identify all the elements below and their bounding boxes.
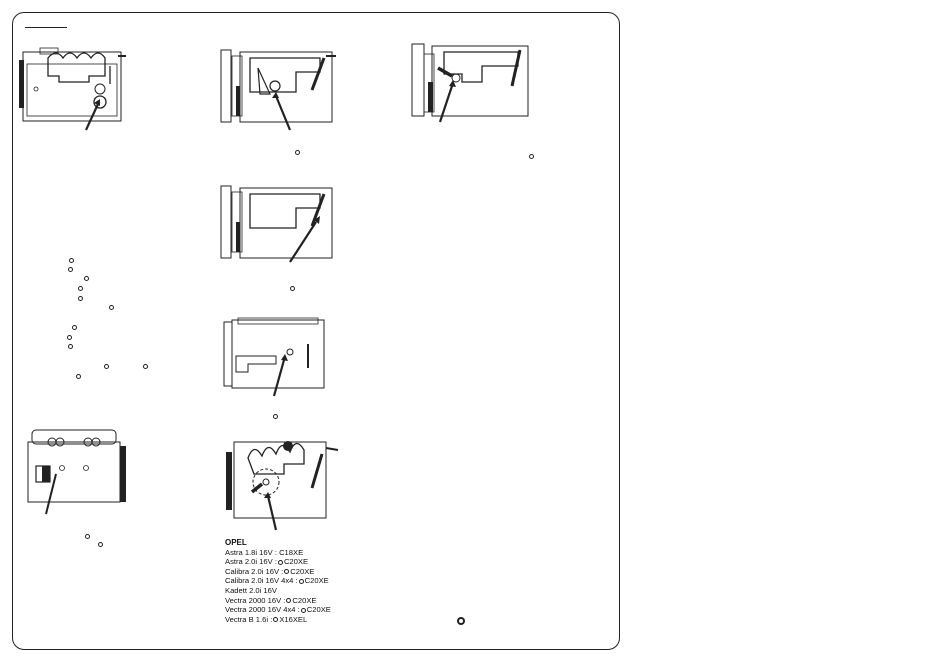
model-row [225, 596, 331, 606]
model-list [225, 548, 331, 625]
model-separator: : [297, 605, 300, 615]
model-separator: : [283, 595, 286, 605]
reference-marker [67, 335, 72, 340]
engine-code: C18XE [279, 547, 304, 557]
model-name: Vectra 2000 16V [225, 595, 282, 605]
model-row [225, 576, 331, 586]
reference-marker [72, 325, 77, 330]
engine-side-bracket-figure [218, 46, 348, 136]
brand-heading: OPEL [225, 538, 247, 547]
engine-code: C20XE [290, 566, 315, 576]
ring-marker-icon [284, 569, 289, 574]
model-row [225, 557, 331, 567]
reference-marker [69, 258, 74, 263]
ring-marker-icon [273, 617, 278, 622]
model-name: Kadett 2.0i 16V [225, 585, 277, 595]
model-name: Calibra 2.0i 16V [225, 566, 280, 576]
reference-marker [68, 344, 73, 349]
engine-code: C20XE [306, 605, 331, 615]
heading-underline [25, 27, 67, 28]
model-separator: : [274, 557, 277, 567]
reference-marker [143, 364, 148, 369]
reference-marker [109, 305, 114, 310]
model-separator: : [274, 547, 277, 557]
engine-code: X16XEL [279, 614, 308, 624]
bold-ring-marker-icon [457, 617, 465, 625]
model-row [225, 605, 331, 615]
model-name: Astra 2.0i 16V [225, 557, 273, 567]
engine-top-plugs-figure [24, 428, 134, 518]
reference-marker [76, 374, 81, 379]
reference-marker [68, 267, 73, 272]
ring-marker-icon [301, 608, 306, 613]
ring-marker-icon [286, 598, 291, 603]
model-separator: : [270, 614, 273, 624]
engine-code: C20XE [292, 595, 317, 605]
engine-code: C20XE [304, 576, 329, 586]
reference-marker [78, 296, 83, 301]
ring-marker-icon [278, 560, 283, 565]
reference-marker [98, 542, 103, 547]
model-name: Vectra B 1.6i [225, 614, 269, 624]
reference-marker [529, 154, 534, 159]
reference-marker [104, 364, 109, 369]
reference-marker [78, 286, 83, 291]
engine-code: C20XE [283, 557, 309, 567]
model-name: Vectra 2000 16V 4x4 [225, 605, 296, 615]
reference-marker [295, 150, 300, 155]
model-name: Astra 1.8i 16V [225, 547, 273, 557]
model-row [225, 548, 331, 558]
model-row [225, 567, 331, 577]
model-separator: : [295, 576, 298, 586]
reference-marker [273, 414, 278, 419]
engine-side-bracket-figure-lower [218, 182, 348, 268]
model-separator: : [281, 566, 284, 576]
engine-front-manifold-figure [18, 46, 133, 136]
reference-marker [84, 276, 89, 281]
engine-side-cover-figure [408, 42, 538, 128]
engine-block-figure [222, 316, 332, 398]
model-row [225, 615, 331, 625]
opel-application-list [225, 538, 331, 624]
model-row [225, 586, 331, 596]
reference-marker [290, 286, 295, 291]
reference-marker [85, 534, 90, 539]
engine-manifold-dashed-figure [222, 438, 352, 530]
model-name: Calibra 2.0i 16V 4x4 [225, 576, 294, 586]
ring-marker-icon [299, 579, 304, 584]
